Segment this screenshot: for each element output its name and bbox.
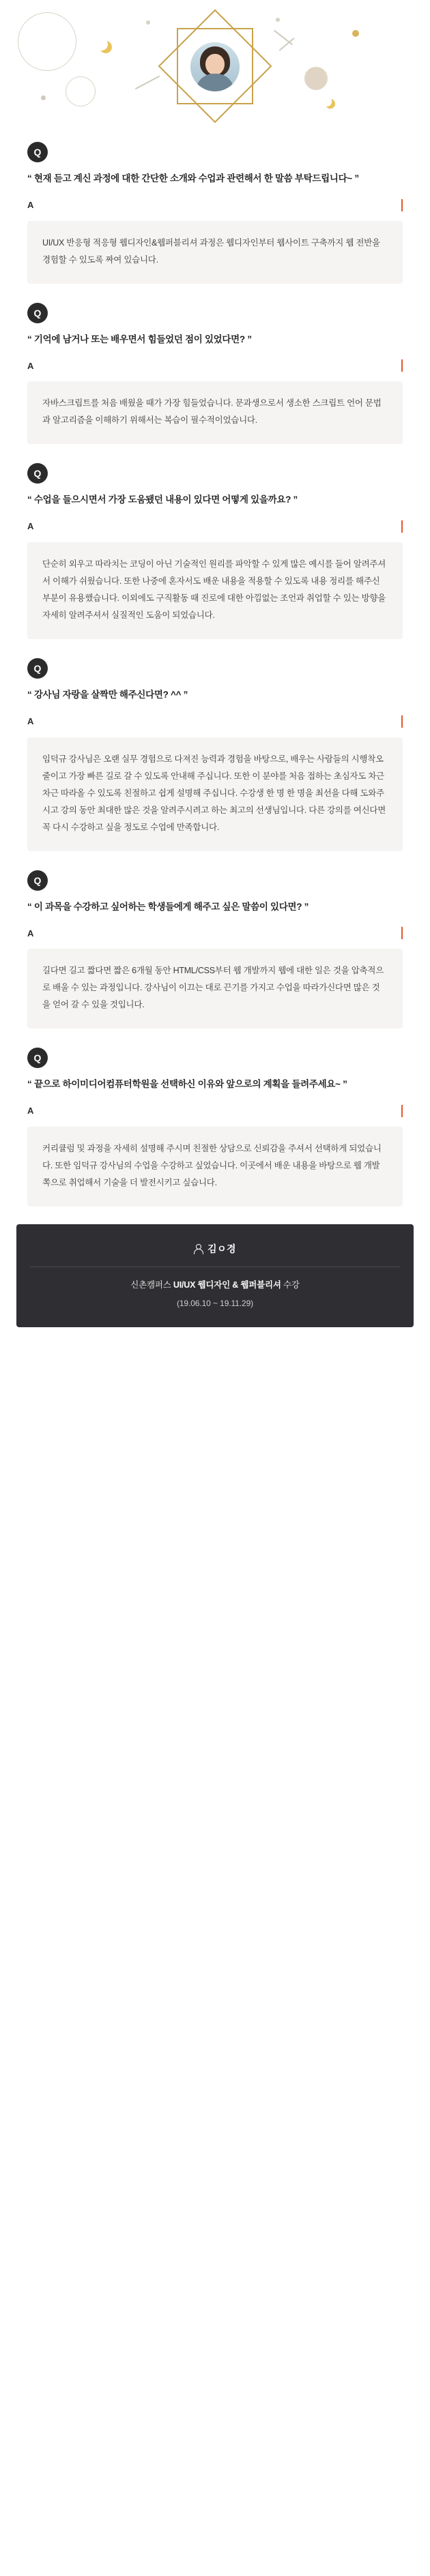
person-icon bbox=[194, 1244, 203, 1254]
answer-text: 임덕규 강사님은 오랜 실무 경험으로 다져진 능력과 경험을 바탕으로, 배우는 사람들의 시행착오 줄이고 가장 빠른 길로 갈 수 있도록 안내해 주십니다. 또한 이 분야를 처음 접하는 초심자도 차근차근 따라올 수 있도록 친절하고 쉽게 설명해 주십니다. 수강생 한 명 한 명을 최선을 다해 도와주시고 강의 동안 최대한 많은 것을 알려주시려고 하는 최고의 선생님입니다. 다른 강의를 여신다면 꼭 다시 수강하고 싶을 정도로 수업에 만족합니다. bbox=[27, 737, 403, 851]
qa-block bbox=[0, 643, 430, 851]
answer-header bbox=[27, 927, 403, 939]
student-footer-card bbox=[16, 1224, 414, 1327]
answer-text: 자바스크립트를 처음 배웠을 때가 가장 힘들었습니다. 문과생으로서 생소한 스크립트 언어 문법과 알고리즘을 이해하기 위해서는 복습이 필수적이었습니다. bbox=[27, 381, 403, 444]
question-badge: Q bbox=[27, 303, 48, 323]
question-badge: Q bbox=[27, 870, 48, 891]
pencil-icon bbox=[135, 76, 160, 90]
question-text: “ 강사님 자랑을 살짝만 해주신다면? ^^ ” bbox=[27, 689, 188, 700]
student-photo bbox=[190, 42, 240, 91]
question-row bbox=[27, 288, 403, 323]
question-text: “ 수업을 들으시면서 가장 도움됐던 내용이 있다면 어떻게 있을까요? ” bbox=[27, 494, 298, 505]
decor-circle-large bbox=[18, 12, 76, 71]
answer-header bbox=[27, 715, 403, 728]
answer-badge: A bbox=[27, 200, 34, 211]
answer-badge: A bbox=[27, 1106, 34, 1116]
answer-text: 단순히 외우고 따라치는 코딩이 아닌 기술적인 원리를 파악할 수 있게 많은 예시를 들어 알려주셔서 이해가 쉬웠습니다. 또한 나중에 혼자서도 배운 내용을 적용할 수 있도록 내용 정리를 해주신 부분이 유용했습니다. 이외에도 구직활동 때 진로에 대한 아낌없는 조언과 취업할 수 있는 방향을 자세히 알려주셔서 실질적인 도움이 되었습니다. bbox=[27, 542, 403, 639]
answer-accent-bar bbox=[401, 359, 403, 372]
answer-header bbox=[27, 359, 403, 372]
moon-icon-2 bbox=[322, 97, 332, 106]
decor-dot-gray-3 bbox=[276, 18, 280, 22]
question-row bbox=[27, 855, 403, 891]
decor-circle-small bbox=[66, 76, 96, 106]
qa-block bbox=[0, 855, 430, 1029]
decor-dot-gold bbox=[352, 30, 359, 37]
course-label: UI/UX 웹디자인 & 웹퍼블리셔 bbox=[173, 1279, 281, 1290]
question-row bbox=[27, 1033, 403, 1068]
answer-accent-bar bbox=[401, 199, 403, 211]
answer-text: 길다면 길고 짧다면 짧은 6개월 동안 HTML/CSS부터 웹 개발까지 웹에 대한 일은 것을 압축적으로 배울 수 있는 과정입니다. 강사님이 이끄는 대로 끈기를 가지고 수업을 따라가신다면 많은 것을 얻어 갈 수 있을 것입니다. bbox=[27, 949, 403, 1028]
course-info bbox=[30, 1278, 400, 1292]
answer-header bbox=[27, 199, 403, 211]
question-row bbox=[27, 448, 403, 484]
qa-block bbox=[0, 1033, 430, 1206]
answer-accent-bar bbox=[401, 520, 403, 533]
student-name-row bbox=[30, 1242, 400, 1256]
question-badge: Q bbox=[27, 463, 48, 484]
question-row bbox=[27, 127, 403, 162]
answer-header bbox=[27, 520, 403, 533]
enroll-suffix: 수강 bbox=[283, 1279, 300, 1290]
question-badge: Q bbox=[27, 1048, 48, 1068]
moon-icon bbox=[96, 38, 108, 50]
answer-badge: A bbox=[27, 521, 34, 532]
answer-badge: A bbox=[27, 928, 34, 938]
hero-banner bbox=[0, 0, 430, 127]
course-period: (19.06.10 ~ 19.11.29) bbox=[176, 1299, 254, 1308]
qa-block bbox=[0, 288, 430, 445]
answer-accent-bar bbox=[401, 1105, 403, 1117]
question-text: “ 이 과목을 수강하고 싶어하는 학생들에게 해주고 싶은 말씀이 있다면? ” bbox=[27, 901, 309, 912]
question-text: “ 현재 듣고 계신 과정에 대한 간단한 소개와 수업과 관련해서 한 말씀 부탁드립니다~ ” bbox=[27, 173, 359, 183]
question-row bbox=[27, 643, 403, 679]
pencil-icon-2 bbox=[274, 30, 293, 46]
qa-block bbox=[0, 127, 430, 284]
answer-accent-bar bbox=[401, 927, 403, 939]
question-badge: Q bbox=[27, 142, 48, 162]
campus-label: 신촌캠퍼스 bbox=[130, 1279, 171, 1290]
answer-text: UI/UX 반응형 적응형 웹디자인&웹퍼블리셔 과정은 웹디자인부터 웹사이트 구축까지 웹 전반을 경험할 수 있도록 짜여 있습니다. bbox=[27, 221, 403, 284]
answer-accent-bar bbox=[401, 715, 403, 728]
question-badge: Q bbox=[27, 658, 48, 679]
decor-dot-gray-2 bbox=[146, 20, 150, 25]
decor-dot-tan bbox=[304, 67, 328, 90]
question-text: “ 기억에 남거나 또는 배우면서 힘들었던 점이 있었다면? ” bbox=[27, 334, 252, 344]
student-name: 김ㅇ경 bbox=[207, 1243, 237, 1254]
answer-header bbox=[27, 1105, 403, 1117]
answer-text: 커리큘럼 및 과정을 자세히 설명해 주시며 친절한 상담으로 신뢰감을 주셔서 선택하게 되었습니다. 또한 임덕규 강사님의 수업을 수강하고 싶었습니다. 이곳에서 배운 내용을 바탕으로 웹 개발 쪽으로 취업해서 기술을 더 발전시키고 싶습니다. bbox=[27, 1127, 403, 1206]
decor-dot-gray bbox=[41, 95, 46, 100]
question-text: “ 끝으로 하이미디어컴퓨터학원을 선택하신 이유와 앞으로의 계획을 들려주세요~ ” bbox=[27, 1079, 347, 1090]
answer-badge: A bbox=[27, 716, 34, 726]
answer-badge: A bbox=[27, 360, 34, 371]
qa-block bbox=[0, 448, 430, 639]
